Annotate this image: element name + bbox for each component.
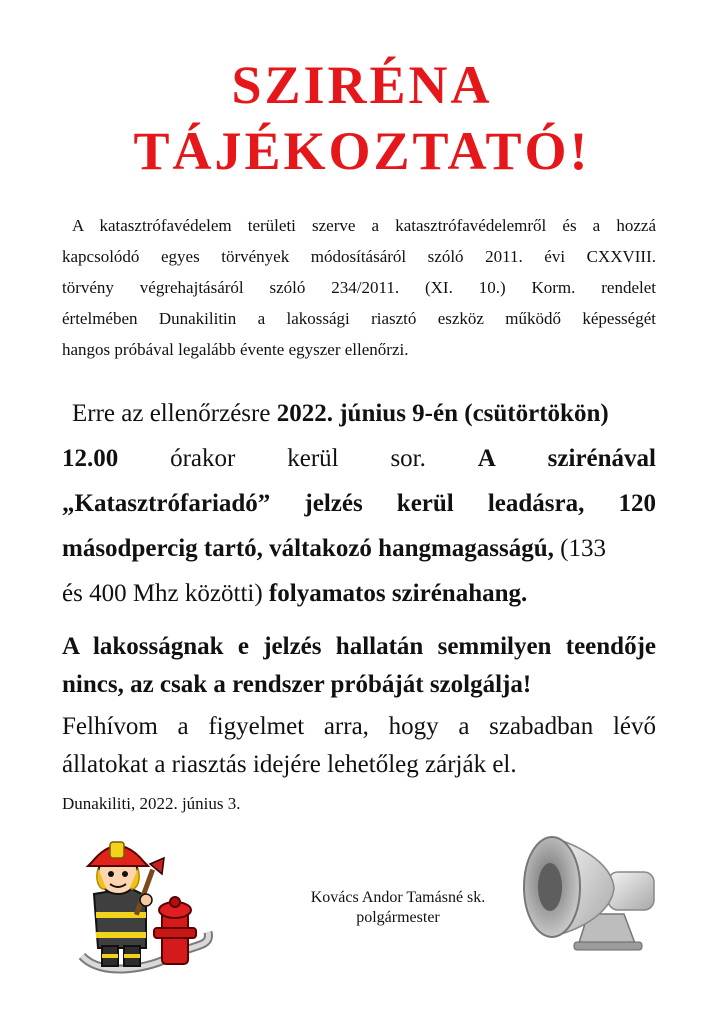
announce-line [62, 391, 656, 436]
announce-text: másodpercig tartó, váltakozó hangmagasságú, [62, 535, 554, 562]
announce-text: szirénával [547, 445, 656, 472]
intro-line: hangos próbával legalább évente egyszer ellenőrzi. [62, 340, 409, 359]
announce-line: „Katasztrófariadó” jelzés kerül leadásra, 120 [62, 490, 656, 517]
announce-text: Erre az ellenőrzésre [72, 400, 277, 427]
signature-block [288, 888, 508, 928]
intro-line: kapcsolódó egyes törvények módosításáról szóló 2011. évi CXXVIII. [62, 247, 656, 266]
intro-line: A katasztrófavédelem területi szerve a katasztrófavédelemről és a hozzá [72, 216, 656, 235]
title-line-2: TÁJÉKOZTATÓ! [133, 121, 591, 181]
siren-horn-image [516, 830, 664, 954]
request-line: állatokat a riasztás idejére lehetőleg zárják el. [62, 751, 517, 778]
announce-time: 12.00 [62, 445, 119, 472]
announce-line [62, 436, 656, 481]
request-line: Felhívom a figyelmet arra, hogy a szabadban lévő [62, 713, 656, 740]
announce-line [62, 526, 656, 571]
signature-name: Kovács Andor Tamásné sk. [310, 889, 486, 906]
firefighter-child-illustration [72, 828, 222, 976]
announce-text: sor. [390, 445, 426, 472]
announcement-paragraph [62, 391, 656, 616]
announce-text: kerül [287, 445, 339, 472]
intro-line: értelmében Dunakilitin a lakossági riasztó eszköz működő képességét [62, 309, 656, 328]
announce-line [62, 571, 656, 616]
notice-line: nincs, az csak a rendszer próbáját szolgálja! [62, 671, 532, 698]
announce-text: órakor [170, 445, 236, 472]
announce-date: 2022. június 9-én (csütörtökön) [276, 400, 609, 427]
announce-text: (133 [553, 535, 606, 562]
announce-text: folyamatos szirénahang. [268, 580, 528, 607]
document-date: Dunakiliti, 2022. június 3. [62, 794, 241, 813]
signature-role: polgármester [356, 909, 440, 926]
announce-text: A [477, 445, 496, 472]
request-paragraph [62, 708, 656, 784]
notice-line: A lakosságnak e jelzés hallatán semmilyen teendője [62, 633, 656, 660]
intro-line: törvény végrehajtásáról szóló 234/2011. (XI. 10.) Korm. rendelet [62, 278, 656, 297]
title-line-1: SZIRÉNA [231, 55, 493, 115]
announce-text: és 400 Mhz közötti) [62, 580, 269, 607]
intro-paragraph [62, 210, 656, 365]
notice-paragraph [62, 628, 656, 704]
